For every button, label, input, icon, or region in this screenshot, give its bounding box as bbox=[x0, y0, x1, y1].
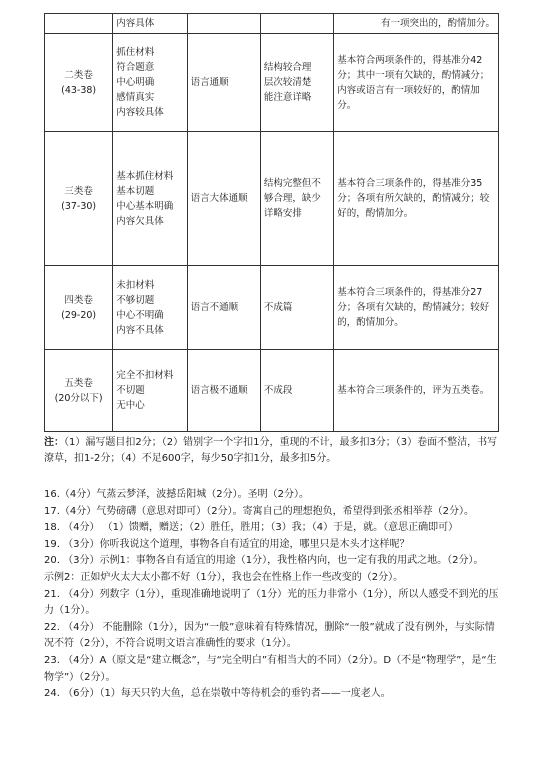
cell-content: 完全不扣材料 不切题 无中心 bbox=[113, 350, 187, 432]
answer-item: 示例2：正如炉火太大太小都不好（1分），我也会在性格上作一些改变的（2分）。 bbox=[44, 571, 404, 583]
cell-content: 抓住材料 符合题意 中心明确 感情真实 内容较具体 bbox=[113, 34, 187, 132]
answer-item: 17.（4分）气势磅礴（意思对即可）（2分）。寄寓自己的理想抱负，希望得到张丞相举荐（2分）。 bbox=[44, 505, 474, 517]
cell-language bbox=[187, 14, 260, 34]
answer-item: 23. （4分）A（原文是“建立概念”，与“完全明白”有相当大的不同）（2分）。D（不是“物理学”，是“生物学”）（2分）。 bbox=[44, 654, 497, 683]
answer-item: 24. （6分）（1）每天只钓大鱼，总在崇敬中等待机会的垂钓者——一度老人。 bbox=[44, 688, 391, 700]
cell-level: 五类卷 (20分以下) bbox=[45, 350, 113, 432]
table-row bbox=[45, 350, 499, 432]
cell-note: 有一项突出的，酌情加分。 bbox=[334, 14, 499, 34]
answer-item: 18. （4分） （1）馈赠，赠送；（2）胜任，胜用；（3）我；（4）于是，就。（意思正确即可） bbox=[44, 522, 459, 534]
answer-item: 16.（4分）气蒸云梦泽，波撼岳阳城（2分）。圣明（2分）。 bbox=[44, 489, 309, 500]
cell-structure bbox=[260, 14, 333, 34]
cell-language: 语言大体通顺 bbox=[187, 132, 260, 266]
table-row bbox=[45, 132, 499, 266]
grading-notes bbox=[44, 435, 499, 467]
cell-language: 语言通顺 bbox=[187, 34, 260, 132]
cell-content: 内容具体 bbox=[113, 14, 187, 34]
cell-note: 基本符合三项条件的，得基准分27分；各项有欠缺的，酌情减分；较好的，酌情加分。 bbox=[334, 266, 499, 350]
cell-content: 未扣材料 不够切题 中心不明确 内容不具体 bbox=[113, 266, 187, 350]
table-row bbox=[45, 14, 499, 34]
answer-item: 19. （3分）你听我说这个道理，事物各自有适宜的用途，哪里只是木头才这样呢？ bbox=[44, 538, 410, 550]
cell-structure: 不成篇 bbox=[260, 266, 333, 350]
answer-list bbox=[44, 487, 499, 703]
cell-structure: 不成段 bbox=[260, 350, 333, 432]
answer-item: 20. （3分）示例1：事物各自有适宜的用途（1分），我性格内向，也一定有我的用武之地。（2分）。 bbox=[44, 555, 484, 567]
cell-note: 基本符合三项条件的，得基准分35分；各项有所欠缺的，酌情减分；较好的，酌情加分。 bbox=[334, 132, 499, 266]
grading-table bbox=[44, 13, 499, 432]
cell-note: 基本符合两项条件的，得基准分42分；其中一项有欠缺的，酌情减分；内容或语言有一项较好的，酌情加分。 bbox=[334, 34, 499, 132]
answer-item: 21. （4分）列数字（1分），重现准确地说明了（1分）光的压力非常小（1分），所以人感受不到光的压力（1分）。 bbox=[44, 588, 499, 617]
notes-text: （1）漏写题目扣2分；（2）错别字一个字扣1分，重现的不计，最多扣3分；（3）卷面不整洁，书写潦草，扣1-2分；（4）不足600字，每少50字扣1分，最多扣5分。 bbox=[44, 437, 498, 464]
cell-level bbox=[45, 14, 113, 34]
cell-language: 语言不通顺 bbox=[187, 266, 260, 350]
notes-label: 注： bbox=[44, 437, 64, 448]
table-row bbox=[45, 34, 499, 132]
cell-content: 基本抓住材料 基本切题 中心基本明确 内容欠具体 bbox=[113, 132, 187, 266]
cell-level: 三类卷 (37-30) bbox=[45, 132, 113, 266]
cell-structure: 结构较合理 层次较清楚 能注意详略 bbox=[260, 34, 333, 132]
cell-note: 基本符合三项条件的，评为五类卷。 bbox=[334, 350, 499, 432]
table-row bbox=[45, 266, 499, 350]
cell-level: 二类卷 (43-38) bbox=[45, 34, 113, 132]
cell-level: 四类卷 (29-20) bbox=[45, 266, 113, 350]
cell-structure: 结构完整但不够合理，缺少详略安排 bbox=[260, 132, 333, 266]
answer-item: 22. （4分） 不能删除（1分），因为“一般”意味着有特殊情况，删除“一般”就成了没有例外，与实际情况不符（2分），不符合说明文语言准确性的要求（1分）。 bbox=[44, 621, 495, 650]
cell-language: 语言极不通顺 bbox=[187, 350, 260, 432]
